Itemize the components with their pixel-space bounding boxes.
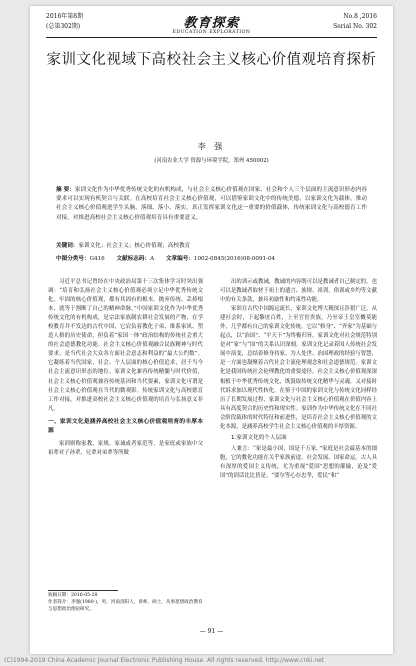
body-column-right [220, 278, 377, 481]
footnote-rule [48, 590, 118, 591]
number-line: No.8 ,2016 [343, 13, 377, 20]
body-paragraph: 习近平总书记曾经在中央政治局第十三次集体学习时突出强调：“培育和弘扬社会主义核心价值观必须立足中华优秀传统文化。牢固的核心价值观，都有其固有的根本。抛弃传统、丢掉根本，就等于割断了自己的精神命脉。”中国家训文化作为中华优秀传统文化的有机构成，是宗法家族制农耕社会发展的产物，在学校教育并不发达的古代中国，它肩负着教化子弟、维系家风、塑造人格的历史使命，担负着“家国一体”政治结构的传统社会重大的社会道德教化功能。社会主义核心价值观融合民族精神与时代要求，是当代社会大众各方面社会意志和利益的“最大公约数”。它凝练着当代国家、社会、个人层面的核心价值追求，居于当今社会主流意识形态的地位。家训文化兼容传统精髓与时代价值，社会主义核心价值观兼容传统基因和当代要素，家训文化可谓是社会主义核心价值观在当代的微观影。传统家训文化与高校德育工作对接，对推进高校社会主义核心价值观的培育与弘扬意义非凡。 [48, 279, 203, 412]
doc-code-value: A [150, 256, 155, 262]
masthead-cn: 教育探索 [183, 16, 240, 31]
copyright-notice: (C)1994-2019 China Academic Journal Electronic Publishing House. All rights reserved. http://www.cnki.net [4, 657, 325, 664]
serial-line: Serial No. 302 [333, 23, 377, 30]
abstract-label: 摘 要： [56, 187, 75, 193]
subsection-heading: 1.家训文化的个人层面 [231, 434, 287, 441]
body-paragraph: 家训在古代中国源远流长，家训文化博大精深且涉猎广泛。从建社会时，下起黎庶百姓，上至官宦贵族，乃至帝王皇室概莫能外，几乎都有自己的家训文化传统。它以“修身”、“齐家”为基础与起点，以“治国”、“平天下”为终极归旨，家训文化对社会规范特别是对“家”与“国”的关系认识深刻。家训文化记录着国人传统社会发展中演变，总结着修身持家、为人处世、治国理政的经验与智慧，是一方面也凝聚着古代社会主流伦理观念和社会道德规范。家训文化是我国传统社会伦理教化的重要途径。社会主义核心价值观深深根植于中华优秀传统文化，既汲取传统文化精华与灵魂，又对接时代诉求加以现代性转化。在鉴于中国的家训文化与传统文化同样经历了长期发展过程，家训文化与社会主义核心价值观在价值内容上具有高度契合的历史性和现实性。家训作为中华传统文化在不同社会阶段载体的时代特征和前进性，是培育社会主义核心价值观的文化本源，是涵养高校学生社会主义核心价值观的丰厚资源。 [220, 306, 377, 430]
doc-code-label: 文献标志码： [116, 256, 151, 262]
masthead-en: EDUCATION EXPLORATION [172, 30, 251, 35]
article-title: 家训文化视域下高校社会主义核心价值观培育探析 [46, 52, 377, 68]
journal-masthead [46, 12, 377, 35]
footnote: 收稿日期：2016-05-28 作者简介：李强(1980-)，男，河南洛阳人，讲师，硕士，从事思想政治教育与思想政治理论研究。 [48, 593, 203, 612]
serial-info [333, 12, 377, 32]
issue-serial: (总第302期) [46, 23, 81, 30]
keywords-text: 家训文化；社会主义；核心价值观；高校教育 [78, 243, 191, 249]
body-paragraph: 家训则称家教、家规、家诫或者家范等，是家庭或家族中父祖辈对子孙辈、兄辈对弟辈等所做 [48, 440, 203, 456]
clc-value: G416 [89, 256, 105, 262]
issue-line: 2016年第8期 [46, 13, 84, 20]
page-number: — 91 — [199, 628, 224, 635]
journal-page [30, 6, 393, 654]
author-name: 李 强 [197, 142, 226, 151]
keywords [56, 242, 367, 251]
body-paragraph: 出的训示或教诫，教诫的内容既可以是教诫者自己制定的，也可以是教诫者取材于祖上的遗言、族规、祖训，俗训或乡约等文献中的有关条款，兼具劝谕性和约束性功能。 [220, 279, 377, 304]
clc-label: 中图分类号： [56, 256, 90, 262]
section-heading: 一、家训文化是涵养高校社会主义核心价值观培育的丰厚本源 [48, 418, 203, 435]
abstract [56, 186, 367, 223]
header-rule [46, 37, 377, 38]
article-id-label: 文章编号： [165, 256, 194, 262]
article-id-value: 1002-0845(2016)08-0091-04 [193, 256, 276, 262]
keywords-label: 关键词： [56, 243, 79, 249]
article-meta [56, 255, 367, 264]
body-paragraph: 人兼言：“家是最小国，国是千万家。”家庭是社会最基本的细胞，它的教化功能在关乎家族前途、社会发展、国家命运。古人具有深厚的爱国主义传统，尤为重视“爱国”思想的灌输，论及“爱国”的训话比比皆是。“要尔等心存忠孝，爱民”和“ [220, 445, 377, 479]
author-affiliation: (河南农业大学 资源与环境学院，郑州 450002) [154, 158, 269, 164]
abstract-text: 家训文化作为中华优秀传统文化的有机构成，与社会主义核心价值观在国家、社会和个人三个层面的主流意识形态内容要求可以实现有机契合与关联。在高校培育社会主义核心价值观，可以借鉴家训文化中的传统美德，以家训文化为载体，推动社会主义核心价值观进学生头脑，落细、落小、落实，真正发挥家训文化这一重要的价值载体，传统家训文化与高校德育工作对接，对推进高校社会主义核心价值观培育具有重要意义。 [56, 187, 367, 221]
body-column-left [48, 278, 203, 458]
